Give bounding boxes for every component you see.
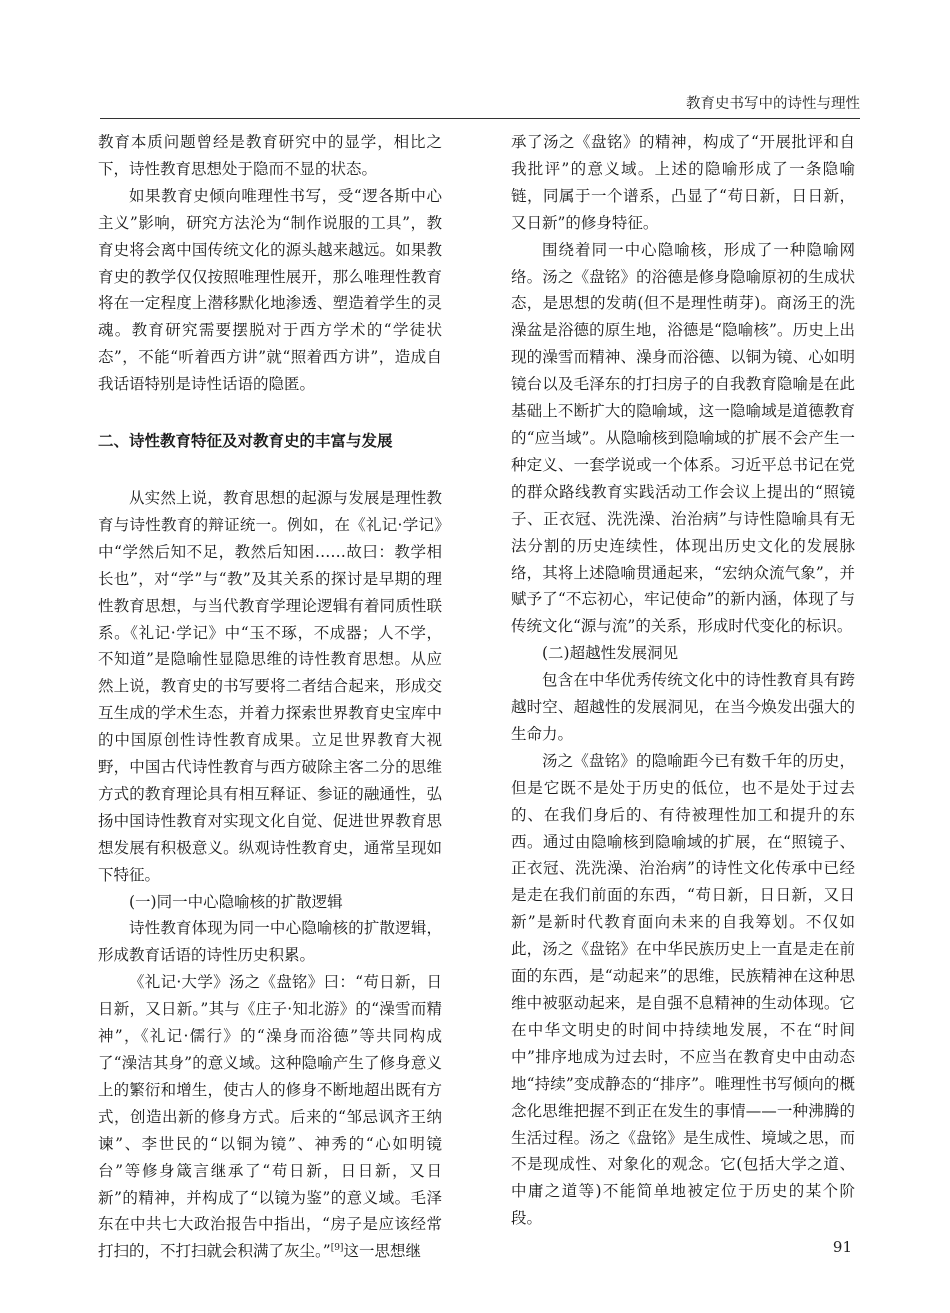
subsection-heading: (二)超越性发展洞见 (542, 644, 679, 663)
paragraph: 包含在中华优秀传统文化中的诗性教育具有跨越时空、超越性的发展洞见，在当今焕发出强大的生命力。 (511, 671, 855, 743)
subsection-heading: (一)同一中心隐喻核的扩散逻辑 (129, 892, 343, 911)
paragraph: 围绕着同一中心隐喻核，形成了一种隐喻网络。汤之《盘铭》的浴德是修身隐喻原初的生成状态，是思想的发萌(但不是理性萌芽)。商汤王的洗澡盆是浴德的原生地，浴德是“隐喻核”。历史上出现的澡雪而精神、澡身而浴德、以铜为镜、心如明镜台以及毛泽东的打扫房子的自我教育隐喻是在此基础上不断扩大的隐喻域，这一隐喻域是道德教育的“应当域”。从隐喻核到隐喻域的扩展不会产生一种定义、一套学说或一个体系。习近平总书记在党的群众路线教育实践活动工作会议上提出的“照镜子、正衣冠、洗洗澡、治治病”与诗性隐喻具有无法分割的历史连续性，体现出历史文化的发展脉络，其将上述隐喻贯通起来，“宏纳众流气象”，并赋予了“不忘初心，牢记使命”的新内涵，体现了与传统文化“源与流”的关系，形成时代变化的标识。 (511, 240, 855, 636)
citation-ref: [9] (330, 1243, 344, 1254)
right-column (511, 129, 855, 1232)
section-heading: 二、诗性教育特征及对教育史的丰富与发展 (98, 432, 393, 451)
page-number: 91 (832, 1238, 852, 1256)
left-column (98, 129, 442, 1265)
running-header: 教育史书写中的诗性与理性 (686, 96, 860, 112)
paragraph-text: 这一思想继 (343, 1242, 421, 1261)
paragraph: 汤之《盘铭》的隐喻距今已有数千年的历史，但是它既不是处于历史的低位，也不是处于过去的、在我们身后的、有待被理性加工和提升的东西。通过由隐喻核到隐喻域的扩展，在“照镜子、正衣冠、洗洗澡、治治病”的诗性文化传承中已经是走在我们前面的东西，“苟日新，日日新，又日新”是新时代教育面向未来的自我筹划。不仅如此，汤之《盘铭》在中华民族历史上一直是走在前面的东西，是“动起来”的思维，民族精神在这种思维中被驱动起来，是自强不息精神的生动体现。它在中华文明史的时间中持续地发展，不在“时间中”排序地成为过去时，不应当在教育史中由动态地“持续”变成静态的“排序”。唯理性书写倾向的概念化思维把握不到正在发生的事情——一种沸腾的生活过程。汤之《盘铭》是生成性、境域之思，而不是现成性、对象化的观念。它(包括大学之道、中庸之道等)不能简单地被定位于历史的某个阶段。 (511, 751, 855, 1228)
header-rule (100, 118, 860, 119)
paragraph: 诗性教育体现为同一中心隐喻核的扩散逻辑，形成教育话语的诗性历史积累。 (98, 919, 442, 965)
paragraph: 从实然上说，教育思想的起源与发展是理性教育与诗性教育的辩证统一。例如，在《礼记·学记》中“学然后知不足，教然后知困……故曰：教学相长也”，对“学”与“教”及其关系的探讨是早期的理性教育思想，与当代教育学理论逻辑有着同质性联系。《礼记·学记》中“玉不琢，不成器；人不学，不知道”是隐喻性显隐思维的诗性教育思想。从应然上说，教育史的书写要将二者结合起来，形成交互生成的学术生态，并着力探索世界教育史宝库中的中国原创性诗性教育成果。立足世界教育大视野，中国古代诗性教育与西方破除主客二分的思维方式的教育理论具有相互释证、参证的融通性，弘扬中国诗性教育对实现文化自觉、促进世界教育思想发展有积极意义。纵观诗性教育史，通常呈现如下特征。 (98, 488, 442, 884)
paragraph (98, 969, 442, 1265)
paragraph: 如果教育史倾向唯理性书写，受“逻各斯中心主义”影响，研究方法沦为“制作说服的工具”，教育史将会离中国传统文化的源头越来越远。如果教育史的教学仅仅按照唯理性展开，那么唯理性教育将在一定程度上潜移默化地渗透、塑造着学生的灵魂。教育研究需要摆脱对于西方学术的“学徒状态”，不能“听着西方讲”就“照着西方讲”，造成自我话语特别是诗性话语的隐匿。 (98, 186, 442, 394)
paragraph-text: 《礼记·大学》汤之《盘铭》曰：“苟日新，日日新，又日新。”其与《庄子·知北游》的“澡雪而精神”，《礼记·儒行》的“澡身而浴德”等共同构成了“澡洁其身”的意义域。这种隐喻产生了修身意义上的繁衍和增生，使古人的修身不断地超出既有方式，创造出新的修身方式。后来的“邹忌讽齐王纳谏”、李世民的“以铜为镜”、神秀的“心如明镜台”等修身箴言继承了“苟日新，日日新，又日新”的精神，并构成了“以镜为鉴”的意义域。毛泽东在中共七大政治报告中指出，“房子是应该经常打扫的，不打扫就会积满了灰尘。” (98, 973, 442, 1261)
paragraph: 教育本质问题曾经是教育研究中的显学，相比之下，诗性教育思想处于隐而不显的状态。 (98, 133, 442, 178)
paragraph: 承了汤之《盘铭》的精神，构成了“开展批评和自我批评”的意义域。上述的隐喻形成了一条隐喻链，同属于一个谱系，凸显了“苟日新，日日新，又日新”的修身特征。 (511, 133, 855, 232)
